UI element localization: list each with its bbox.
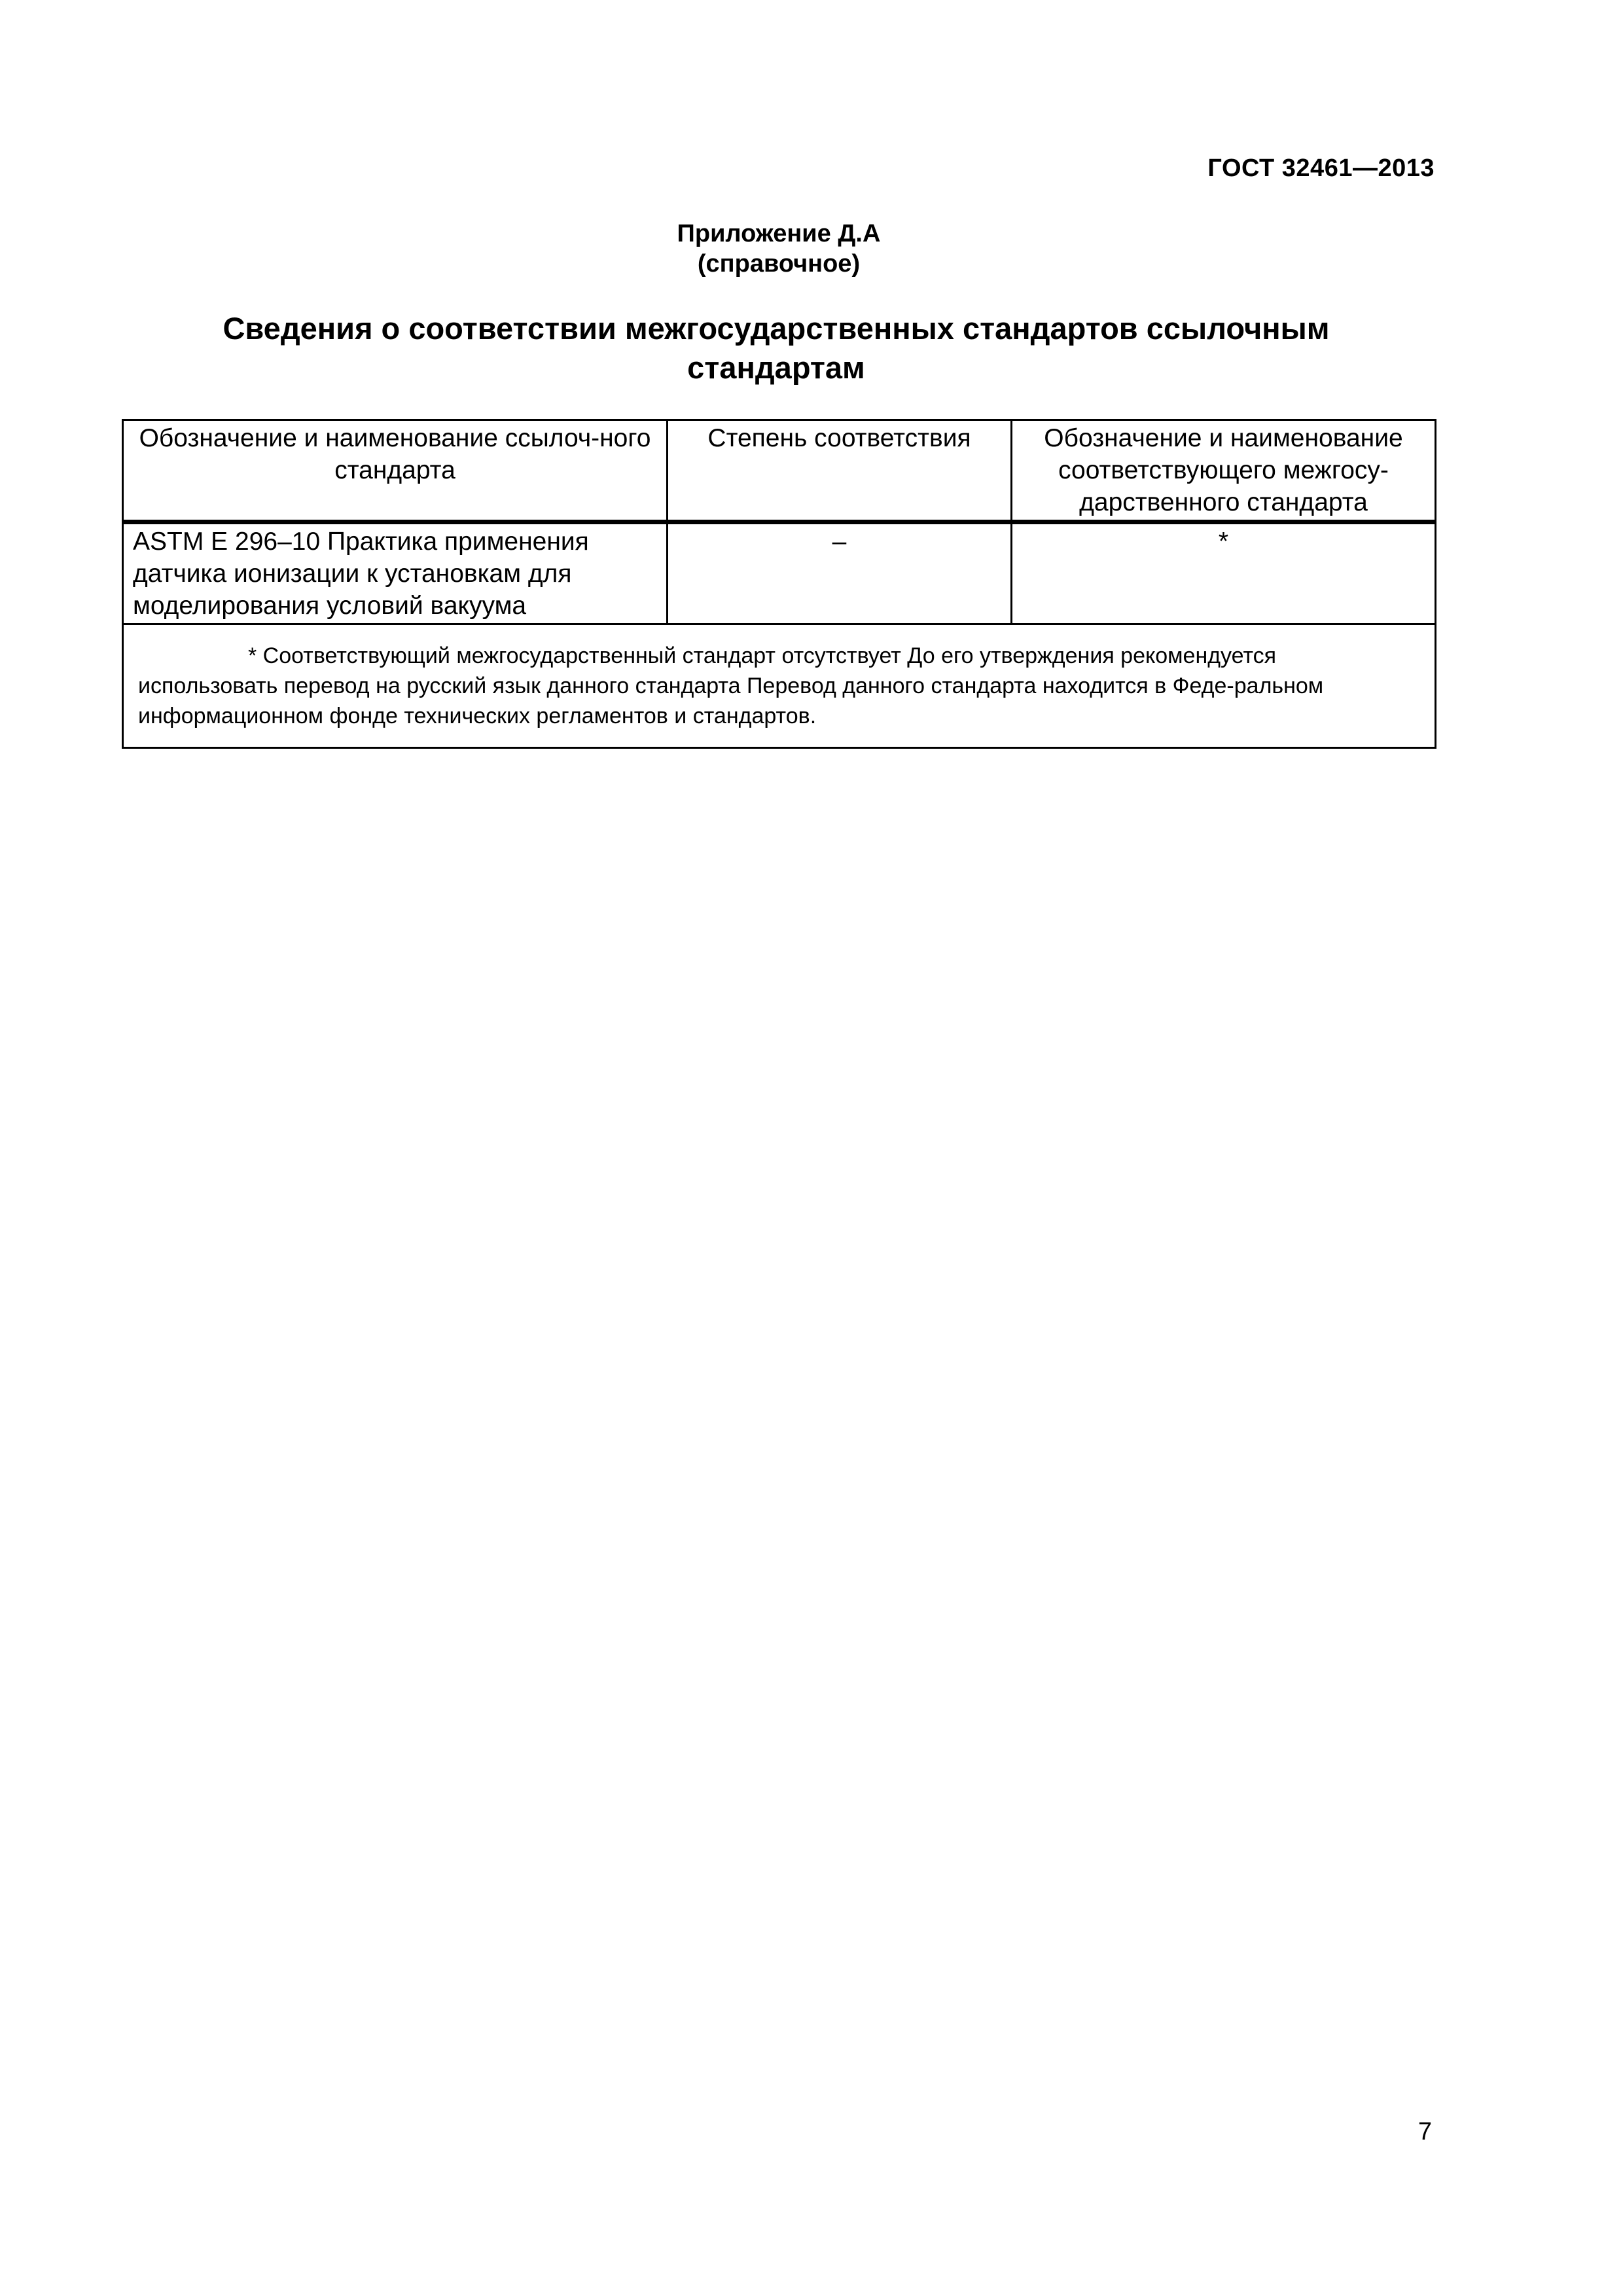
page-number: 7 — [1418, 2118, 1432, 2145]
table-row — [123, 522, 1436, 624]
appendix-heading — [0, 219, 1558, 279]
cell-degree: – — [668, 522, 1012, 624]
table-header-row — [123, 420, 1436, 522]
appendix-type: (справочное) — [697, 250, 861, 278]
standard-designation-header: ГОСТ 32461—2013 — [1207, 154, 1435, 182]
column-header-reference-standard: Обозначение и наименование ссылоч-ного стандарта — [123, 420, 668, 522]
appendix-title: Приложение Д.А — [677, 220, 881, 247]
document-title-line-2: стандартам — [687, 350, 865, 385]
cell-interstate-standard: * — [1012, 522, 1436, 624]
column-header-interstate-standard: Обозначение и наименование соответствующего межгосу-дарственного стандарта — [1012, 420, 1436, 522]
document-title-line-1: Сведения о соответствии межгосударственных стандартов ссылочным — [223, 311, 1330, 346]
column-header-degree: Степень соответствия — [668, 420, 1012, 522]
document-title — [122, 309, 1431, 387]
table-footnote: * Соответствующий межгосударственный стандарт отсутствует До его утверждения рекомендуется использовать перевод на русский язык данного стандарта Перевод данного стандарта находится в Феде-ральном информационном фонде технических регламентов и стандартов. — [123, 624, 1436, 748]
standards-correspondence-table — [122, 419, 1436, 749]
cell-reference-standard: ASTM E 296–10 Практика применения датчика ионизации к установкам для моделирования условий вакуума — [123, 522, 668, 624]
table-footnote-row — [123, 624, 1436, 748]
